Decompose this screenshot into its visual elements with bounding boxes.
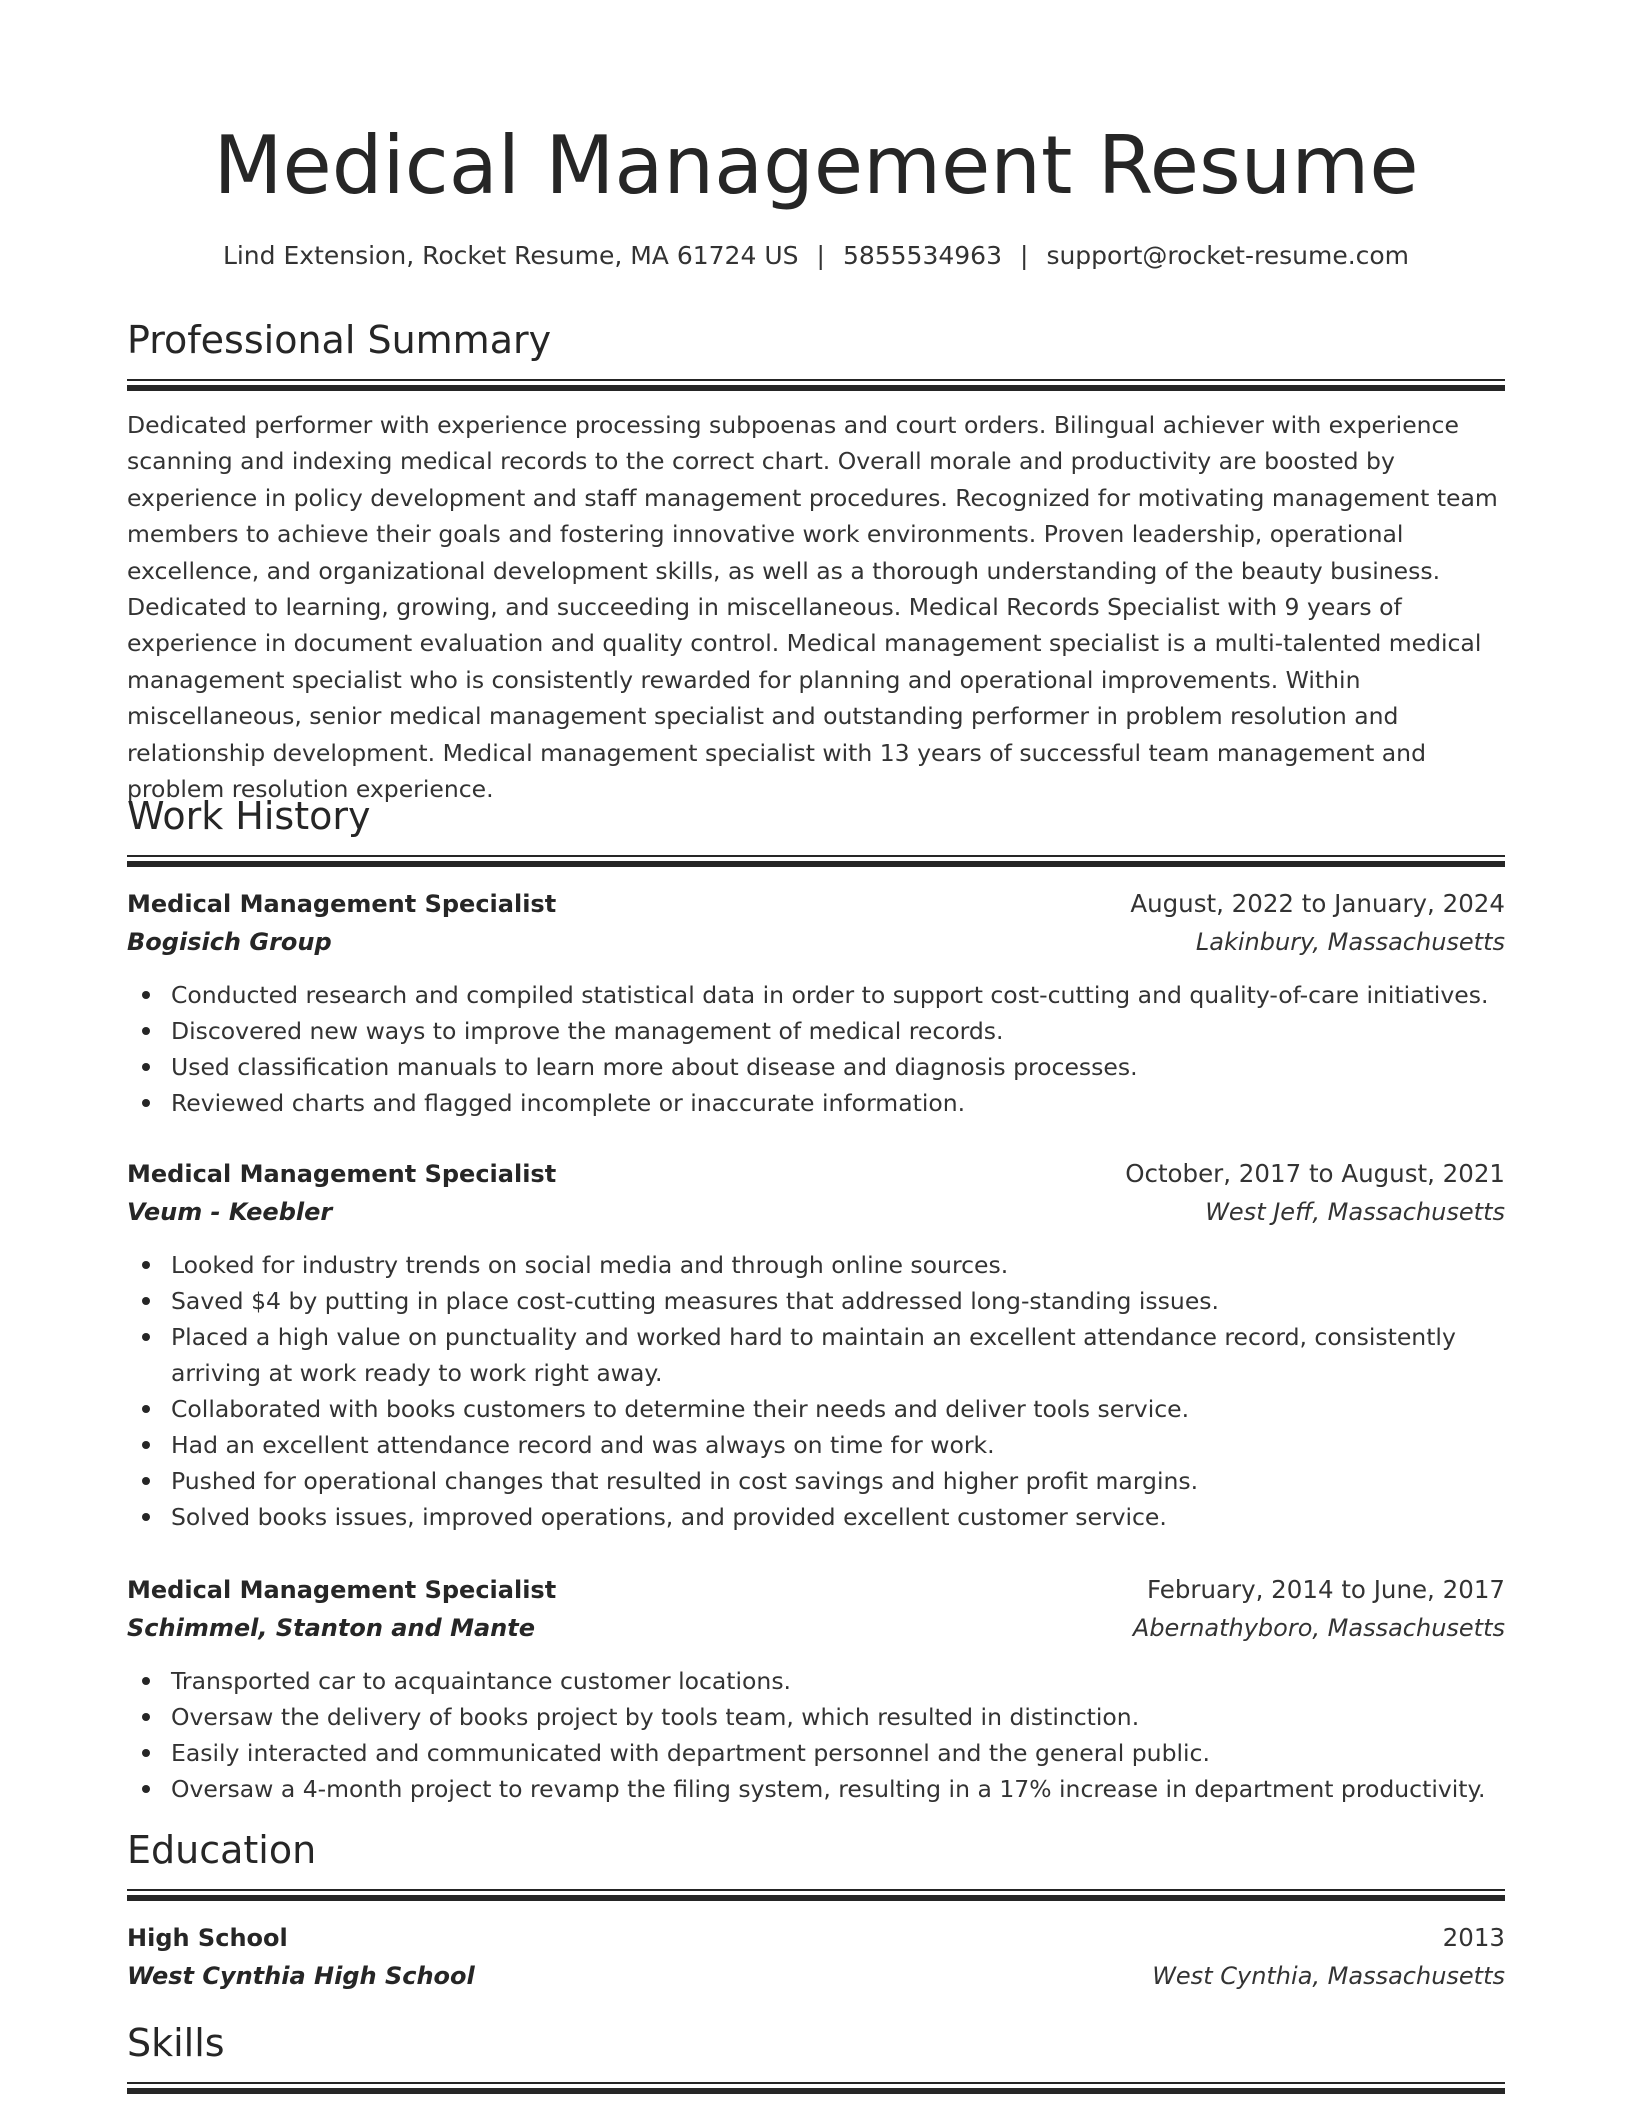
education-degree: High School — [127, 1924, 288, 1952]
list-item: Easily interacted and communicated with department personnel and the general public. — [127, 1735, 1505, 1771]
job-location: Lakinbury, Massachusetts — [1195, 928, 1505, 956]
list-item: Collaborated with books customers to determine their needs and deliver tools service. — [127, 1391, 1505, 1427]
job-title: Medical Management Specialist — [127, 890, 557, 918]
skills-section-header — [127, 2018, 1505, 2094]
job-company: Veum - Keebler — [127, 1198, 333, 1226]
work-section-header — [127, 791, 1505, 867]
job-bullets — [127, 1247, 1505, 1535]
list-item: Discovered new ways to improve the management of medical records. — [127, 1013, 1505, 1049]
list-item: Oversaw the delivery of books project by tools team, which resulted in distinction. — [127, 1699, 1505, 1735]
job-dates: August, 2022 to January, 2024 — [1130, 889, 1505, 918]
job-title: Medical Management Specialist — [127, 1160, 557, 1188]
list-item: Oversaw a 4-month project to revamp the filing system, resulting in a 17% increase in department productivity. — [127, 1771, 1505, 1807]
job-entry — [127, 885, 1505, 1121]
job-bullets — [127, 977, 1505, 1121]
job-location: Abernathyboro, Massachusetts — [1132, 1614, 1505, 1642]
section-divider — [127, 861, 1505, 867]
job-entry — [127, 1571, 1505, 1807]
job-bullets — [127, 1663, 1505, 1807]
section-divider — [127, 855, 1505, 857]
list-item: Placed a high value on punctuality and worked hard to maintain an excellent attendance record, consistently arriving at work ready to work right away. — [127, 1319, 1505, 1391]
education-school: West Cynthia High School — [127, 1962, 475, 1990]
section-divider — [127, 385, 1505, 391]
section-divider — [127, 2088, 1505, 2094]
section-divider — [127, 2082, 1505, 2084]
list-item: Had an excellent attendance record and was always on time for work. — [127, 1427, 1505, 1463]
job-title: Medical Management Specialist — [127, 1576, 557, 1604]
section-heading-work: Work History — [127, 794, 371, 838]
job-company: Schimmel, Stanton and Mante — [127, 1614, 535, 1642]
contact-email: support@rocket-resume.com — [1046, 241, 1410, 270]
summary-paragraph: Dedicated performer with experience processing subpoenas and court orders. Bilingual achiever with experience scanning and indexing medical records to the correct chart. Overall morale and productivity are boosted by experience in policy development and staff management procedures. Recognized for motivating management team members to achieve their goals and fostering innovative work environments. Proven leadership, operational excellence, and organizational development skills, as well as a thorough understanding of the beauty business. Dedicated to learning, growing, and succeeding in miscellaneous. Medical Records Specialist with 9 years of experience in document evaluation and quality control. Medical management specialist is a multi-talented medical management specialist who is consistently rewarded for planning and operational improvements. Within miscellaneous, senior medical management specialist and outstanding performer in problem resolution and relationship development. Medical management specialist with 13 years of successful team management and problem resolution experience. — [127, 411, 1498, 804]
job-company: Bogisich Group — [127, 928, 332, 956]
section-heading-summary: Professional Summary — [127, 318, 552, 362]
list-item: Used classification manuals to learn more about disease and diagnosis processes. — [127, 1049, 1505, 1085]
section-divider — [127, 1889, 1505, 1891]
list-item: Solved books issues, improved operations, and provided excellent customer service. — [127, 1499, 1505, 1535]
education-entry — [127, 1919, 1505, 1995]
summary-section-header — [127, 315, 1505, 391]
section-heading-education: Education — [127, 1828, 317, 1872]
section-heading-skills: Skills — [127, 2021, 225, 2065]
job-location: West Jeff, Massachusetts — [1205, 1198, 1505, 1226]
job-dates: October, 2017 to August, 2021 — [1125, 1159, 1505, 1188]
job-dates: February, 2014 to June, 2017 — [1147, 1575, 1505, 1604]
education-location: West Cynthia, Massachusetts — [1152, 1962, 1505, 1990]
list-item: Conducted research and compiled statistical data in order to support cost-cutting and quality-of-care initiatives. — [127, 977, 1505, 1013]
contact-separator: | — [1020, 241, 1029, 270]
resume-title: Medical Management Resume — [213, 119, 1419, 212]
contact-separator: | — [816, 241, 825, 270]
contact-phone: 5855534963 — [842, 241, 1002, 270]
list-item: Saved $4 by putting in place cost-cutting measures that addressed long-standing issues. — [127, 1283, 1505, 1319]
section-divider — [127, 379, 1505, 381]
list-item: Pushed for operational changes that resulted in cost savings and higher profit margins. — [127, 1463, 1505, 1499]
job-entry — [127, 1155, 1505, 1535]
list-item: Reviewed charts and flagged incomplete or inaccurate information. — [127, 1085, 1505, 1121]
list-item: Looked for industry trends on social media and through online sources. — [127, 1247, 1505, 1283]
contact-address: Lind Extension, Rocket Resume, MA 61724 US — [222, 241, 799, 270]
education-year: 2013 — [1442, 1923, 1505, 1952]
list-item: Transported car to acquaintance customer locations. — [127, 1663, 1505, 1699]
section-divider — [127, 1895, 1505, 1901]
contact-line — [127, 238, 1505, 274]
education-section-header — [127, 1825, 1505, 1901]
